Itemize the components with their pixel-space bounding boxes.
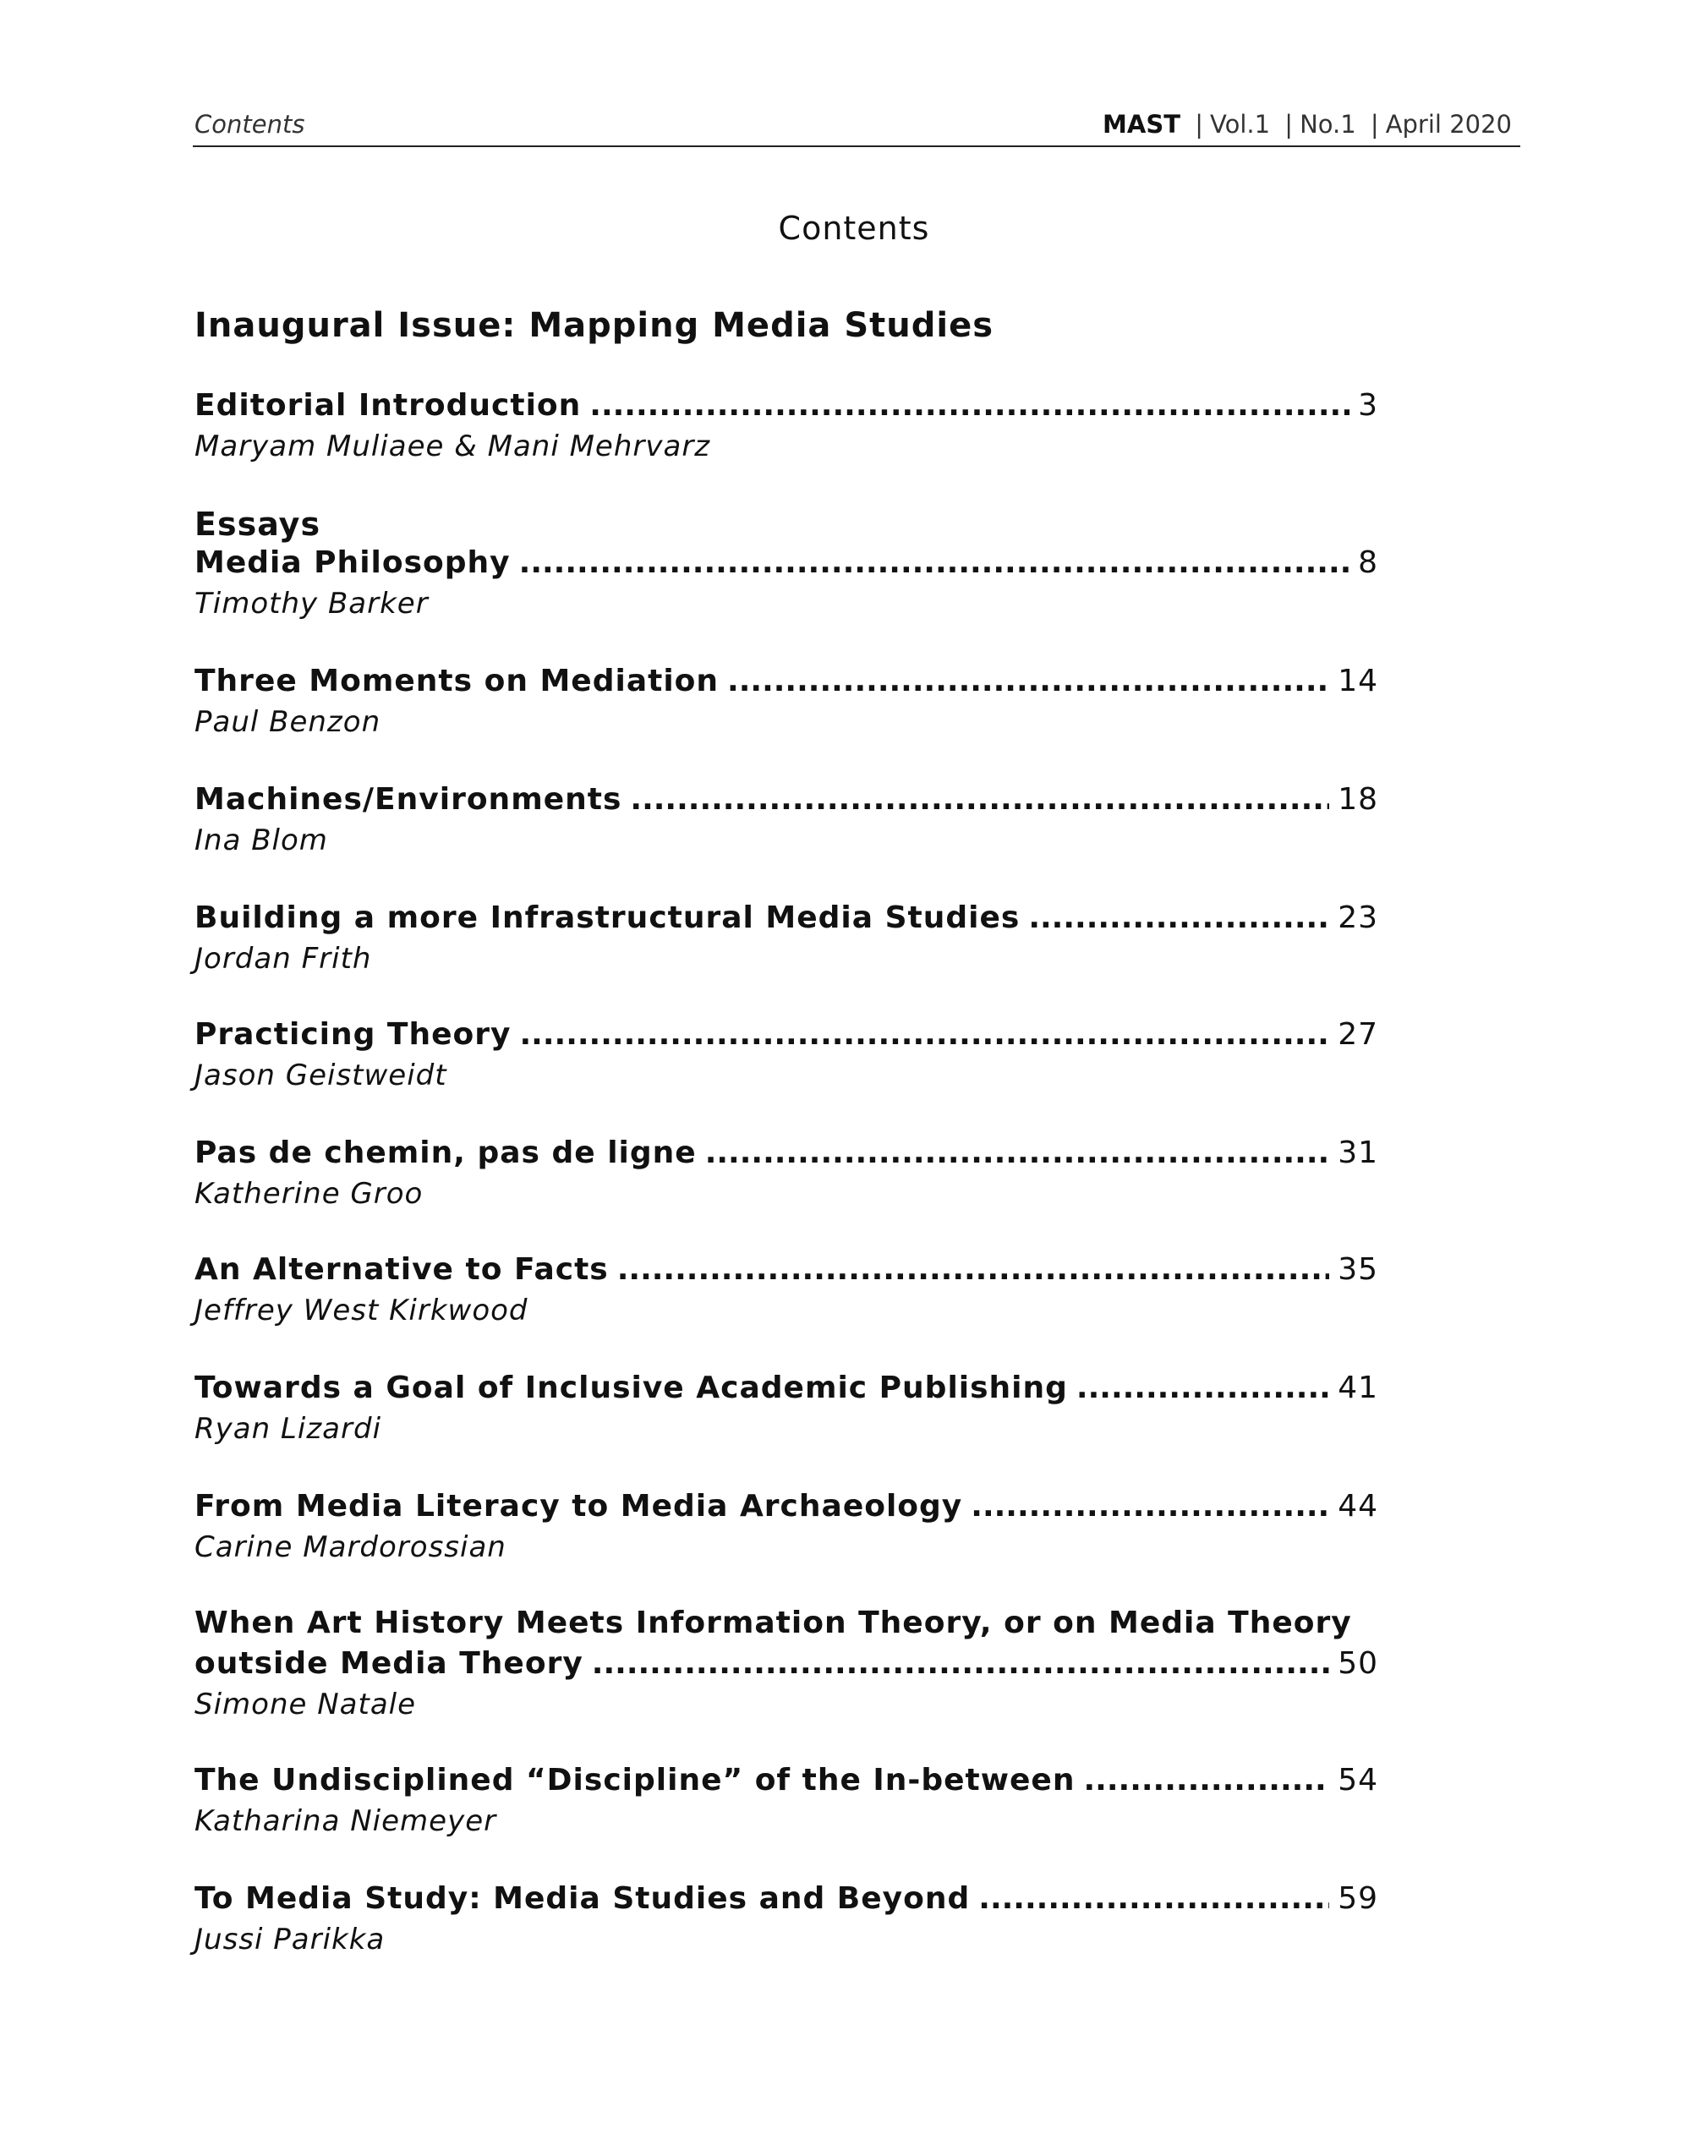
dot-leader xyxy=(617,1250,1329,1290)
entry-page-number: 54 xyxy=(1338,1763,1378,1798)
entry-title: To Media Study: Media Studies and Beyond xyxy=(194,1881,971,1916)
entry-page-number: 31 xyxy=(1338,1135,1378,1170)
toc-entry[interactable] xyxy=(194,1760,1378,1841)
entry-author: Paul Benzon xyxy=(194,705,381,739)
entry-author: Jason Geistweidt xyxy=(194,1059,447,1092)
toc-entry[interactable] xyxy=(194,1133,1378,1214)
entry-title: Building a more Infrastructural Media Studies xyxy=(194,900,1021,935)
header-journal-info xyxy=(1103,110,1512,139)
entry-author: Katherine Groo xyxy=(194,1177,424,1211)
entry-author: Jordan Frith xyxy=(194,942,372,976)
entry-title: Pas de chemin, pas de ligne xyxy=(194,1135,697,1170)
entry-title: Media Philosophy xyxy=(194,545,511,580)
dot-leader xyxy=(630,780,1329,820)
dot-leader xyxy=(1076,1368,1329,1409)
dot-leader xyxy=(589,386,1349,426)
header-separator: | xyxy=(1284,110,1294,139)
entry-author: Maryam Muliaee & Mani Mehrvarz xyxy=(194,430,711,463)
running-header xyxy=(193,108,1520,147)
journal-volume: Vol.1 xyxy=(1210,110,1271,139)
header-separator: | xyxy=(1195,110,1204,139)
dot-leader xyxy=(1028,898,1329,938)
toc-entry[interactable] xyxy=(194,1015,1378,1096)
journal-date: April 2020 xyxy=(1385,110,1512,139)
dot-leader xyxy=(1083,1760,1329,1801)
dot-leader xyxy=(978,1879,1329,1919)
entry-author: Carine Mardorossian xyxy=(194,1530,506,1564)
entry-author: Simone Natale xyxy=(194,1688,417,1721)
issue-heading: Inaugural Issue: Mapping Media Studies xyxy=(194,306,994,345)
header-section-label: Contents xyxy=(194,110,305,139)
entry-title: outside Media Theory xyxy=(194,1646,583,1681)
entry-page-number: 27 xyxy=(1338,1017,1378,1052)
dot-leader xyxy=(705,1133,1329,1174)
dot-leader xyxy=(519,543,1349,583)
entry-title: Three Moments on Mediation xyxy=(194,664,720,698)
entry-page-number: 14 xyxy=(1338,664,1378,698)
page-title: Contents xyxy=(778,210,930,247)
toc-entry[interactable] xyxy=(194,661,1378,742)
journal-name: MAST xyxy=(1103,110,1181,139)
entry-page-number: 8 xyxy=(1358,545,1378,580)
toc-entry[interactable] xyxy=(194,1603,1378,1725)
entry-title: An Alternative to Facts xyxy=(194,1252,609,1287)
entry-page-number: 3 xyxy=(1358,388,1378,423)
entry-page-number: 59 xyxy=(1338,1881,1378,1916)
toc-entry[interactable] xyxy=(194,1879,1378,1960)
dot-leader xyxy=(971,1486,1329,1527)
toc-entry[interactable] xyxy=(194,780,1378,861)
entry-title: Editorial Introduction xyxy=(194,388,582,423)
entry-page-number: 35 xyxy=(1338,1252,1378,1287)
toc-entry[interactable] xyxy=(194,1486,1378,1568)
dot-leader xyxy=(727,661,1329,702)
entry-author: Jeffrey West Kirkwood xyxy=(194,1294,528,1327)
entry-title: From Media Literacy to Media Archaeology xyxy=(194,1489,963,1524)
entry-page-number: 50 xyxy=(1338,1646,1378,1681)
entry-author: Ina Blom xyxy=(194,824,328,857)
entry-author: Jussi Parikka xyxy=(194,1923,386,1956)
section-heading-essays: Essays xyxy=(194,506,321,543)
entry-author: Timothy Barker xyxy=(194,587,429,621)
toc-entry[interactable] xyxy=(194,1250,1378,1331)
dot-leader xyxy=(520,1015,1330,1055)
toc-entry[interactable] xyxy=(194,1368,1378,1449)
entry-page-number: 18 xyxy=(1338,782,1378,817)
toc-entry[interactable] xyxy=(194,898,1378,979)
journal-number: No.1 xyxy=(1300,110,1356,139)
header-separator: | xyxy=(1370,110,1379,139)
dot-leader xyxy=(592,1644,1329,1684)
entry-page-number: 23 xyxy=(1338,900,1378,935)
toc-entry[interactable] xyxy=(194,386,1378,467)
entry-author: Ryan Lizardi xyxy=(194,1412,382,1446)
entry-title: Towards a Goal of Inclusive Academic Publishing xyxy=(194,1371,1068,1405)
entry-title: The Undisciplined “Discipline” of the In-between xyxy=(194,1763,1076,1798)
entry-title-line-1: When Art History Meets Information Theory, or on Media Theory xyxy=(194,1606,1352,1640)
entry-title: Practicing Theory xyxy=(194,1017,512,1052)
entry-author: Katharina Niemeyer xyxy=(194,1804,497,1838)
entry-page-number: 41 xyxy=(1338,1371,1378,1405)
entry-page-number: 44 xyxy=(1338,1489,1378,1524)
toc-entry[interactable] xyxy=(194,543,1378,624)
entry-title: Machines/Environments xyxy=(194,782,622,817)
